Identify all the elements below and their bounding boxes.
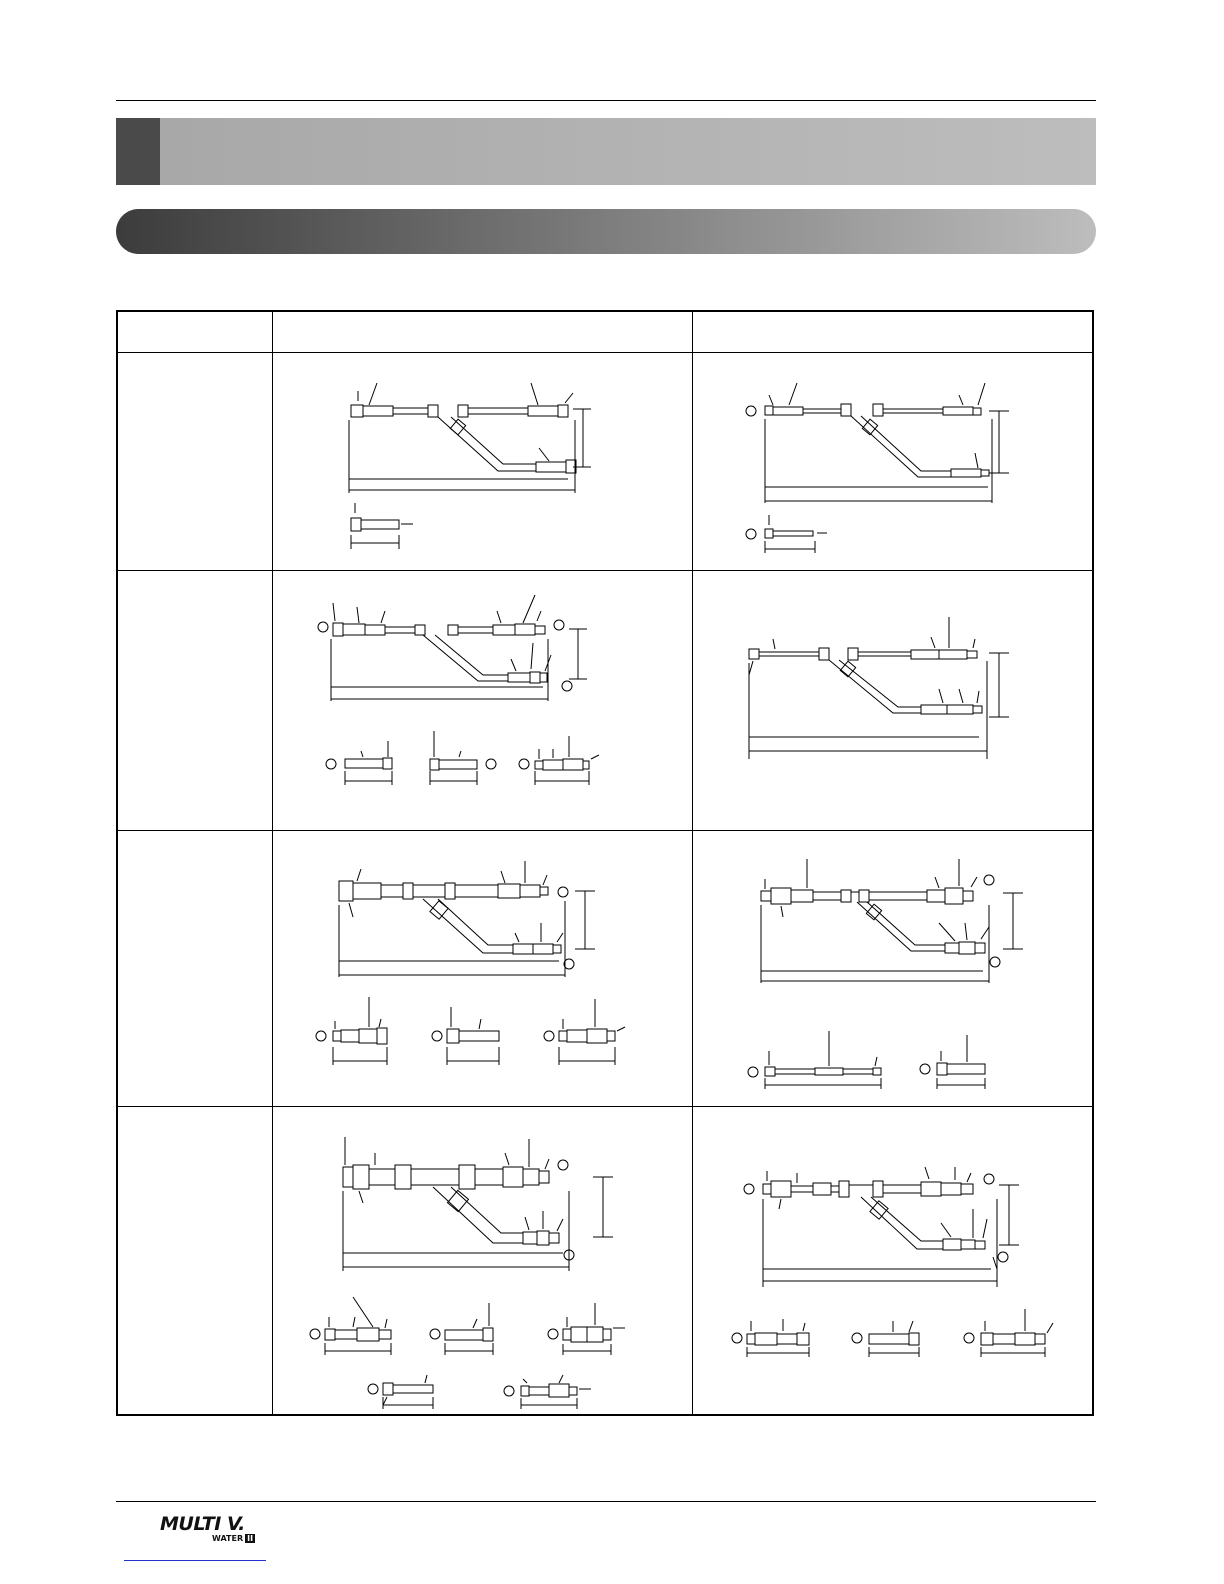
- header-rule: [116, 100, 1096, 101]
- logo-sub-text: WATER II: [212, 1534, 254, 1543]
- y-branch-drawing: [273, 1107, 691, 1415]
- logo-badge: II: [247, 1534, 254, 1543]
- y-branch-drawing: [693, 353, 1091, 569]
- y-branch-drawing: [273, 571, 691, 829]
- y-branch-drawing: [693, 831, 1091, 1105]
- section-title-bar: [116, 118, 1096, 185]
- y-branch-drawing: [273, 831, 691, 1105]
- y-branch-drawing: [273, 353, 691, 569]
- y-branch-drawing: [693, 1107, 1091, 1415]
- multi-v-water-logo: [160, 1513, 270, 1547]
- section-tab: [116, 118, 160, 185]
- branch-pipe-table: [116, 310, 1094, 1416]
- footer-rule: [116, 1501, 1096, 1502]
- y-branch-drawing: [693, 571, 1091, 829]
- footer-link-underline[interactable]: [124, 1560, 266, 1561]
- subsection-title-bar: [116, 209, 1096, 254]
- logo-main-text: MULTI V.: [160, 1513, 245, 1535]
